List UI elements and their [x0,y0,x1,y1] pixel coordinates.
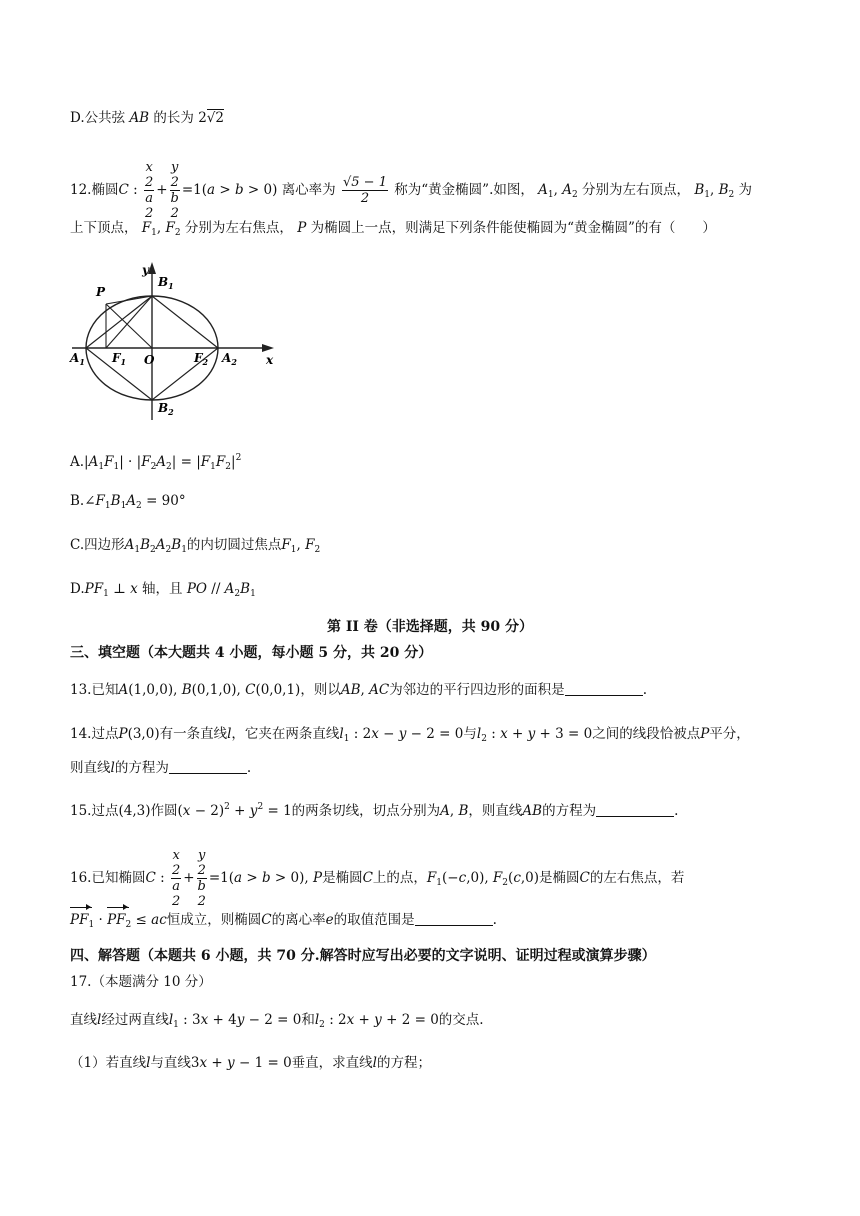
q15: 15.过点(4,3)作圆$(x - 2)^2 + y^2 = 1$的两条切线，切点分别为A, B，则直线AB的方程为 . [70,802,679,819]
q16-line1: 16.已知椭圆C : x 2 a 2 + y 2 b 2 =1(a > b > 0), P是椭圆C上的点，$F_1(-c,0)$, $F_2(c,0)$是椭圆C的左右焦点，若 [70,848,685,909]
label-b1: $B_1$ [158,275,174,291]
q12-option-b: $B.\angle F_1B_1A_2 = 90^\circ$ [70,493,186,511]
q12-stem-line2: 上下顶点， $F_1$, $F_2$ 分别为左右焦点， P 为椭圆上一点，则满足下列条件能使椭圆为“黄金椭圆”的有（ ） [70,220,716,238]
q14-line2: 则直线l的方程为 . [70,760,252,776]
q16-line2: $PF_1 \cdot PF_2$ ≤ ac恒成立，则椭圆C的离心率e的取值范围是 . [70,910,497,935]
chord-label: AB [129,110,150,126]
label-b2: $B_2$ [158,401,174,417]
y-axis-label: y [142,263,149,277]
label-f1: $F_1$ [112,351,127,367]
q12-stem-line1: 12.椭圆C : x 2 a 2 + y 2 b 2 =1(a > b > 0) 离心率为 $\frac{√5 - 1}{2}$ 称为“黄金椭圆”.如图， $A_1$, $A_2$ 分别为左右顶点， $B_1$, $B_2$ 为 [70,160,753,221]
x-axis-label: x [266,353,274,367]
golden-ellipse-figure [66,258,286,428]
q13: 13.已知A(1,0,0), B(0,1,0), C(0,0,1)，则以AB, AC为邻边的平行四边形的面积是 . [70,682,647,698]
q12-option-a: $A.|A_1F_1| \cdot |F_2A_2| = |F_1F_2|^2$ [70,453,242,472]
section3-title: 三、填空题（本大题共 4 小题，每小题 5 分，共 20 分） [70,645,433,661]
answer-blank-15[interactable] [596,802,674,817]
label-a2: $A_2$ [222,351,237,367]
label-f2: $F_2$ [194,351,209,367]
section2-title: 第 II 卷（非选择题，共 90 分） [326,619,534,635]
section4-title: 四、解答题（本题共 6 小题，共 70 分.解答时应写出必要的文字说明、证明过程或演算步骤） [70,948,656,964]
label-p: P [96,285,106,299]
q17-label: 17.（本题满分 10 分） [70,974,212,990]
label-o: O [144,353,155,367]
chord-length: 2√2 [198,110,224,126]
q14-line1: 14.过点P(3,0)有一条直线l，它夹在两条直线$l_1$ : 2x − y − 2 = 0与$l_2$ : x + y + 3 = 0之间的线段恰被点P平分， [70,726,750,744]
answer-blank-13[interactable] [565,681,643,696]
q12-option-c: C.四边形$A_1B_2A_2B_1$的内切圆过焦点$F_1$, $F_2$ [70,537,321,555]
answer-blank-16[interactable] [415,911,493,926]
q17-stem: 直线l经过两直线$l_1$ : 3x + 4y − 2 = 0和$l_2$ : 2x + y + 2 = 0的交点. [70,1012,484,1030]
q12-option-d: $D.PF_1$ ⊥ x 轴，且 PO // $A_2B_1$ [70,581,256,599]
label-a1: $A_1$ [70,351,85,367]
q17-part1: （1）若直线l与直线3x + y − 1 = 0垂直，求直线l的方程； [70,1055,431,1071]
answer-blank-14[interactable] [169,759,247,774]
q11-option-d: D.公共弦 AB 的长为 2√2 [70,110,224,126]
